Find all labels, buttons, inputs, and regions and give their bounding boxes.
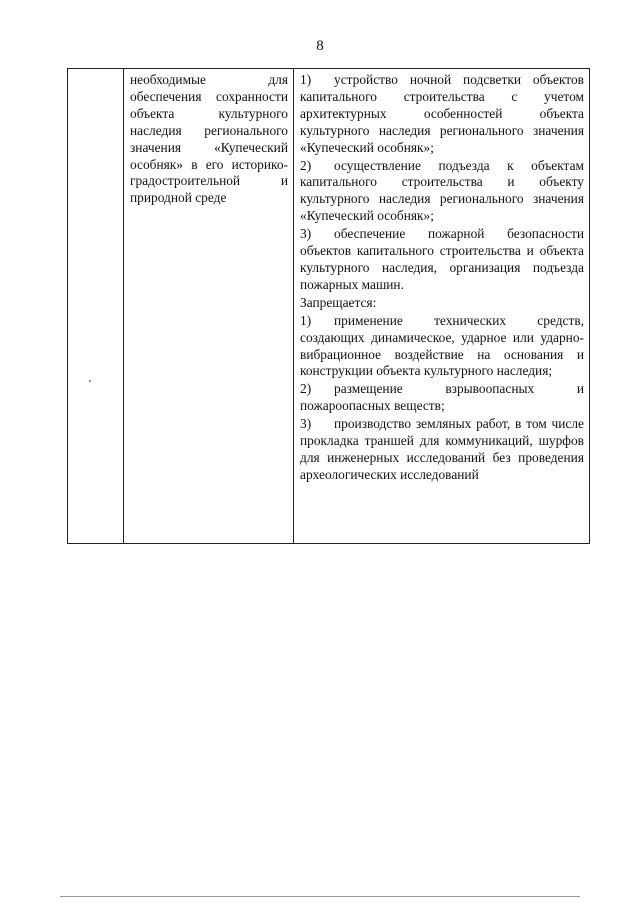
prohibition-item: [300, 381, 584, 415]
regulation-number: 2): [300, 157, 312, 173]
prohibited-heading: Запрещается:: [300, 294, 377, 310]
prohibition-item: [300, 416, 584, 484]
regulation-item: [300, 158, 584, 226]
prohibition-number: 2): [300, 381, 312, 397]
prohibition-text: применение технических средств, создающих динамическое, ударное или ударно-вибрационное воздействие на основания и конструкции объекта культурного наследия;: [300, 312, 584, 379]
regulation-item: [300, 72, 584, 157]
regulation-text: осуществление подъезда к объектам капитального строительства и объекту культурного наследия регионального значения «Купеческий особняк»;: [300, 157, 584, 224]
table-row: [68, 69, 590, 544]
regulation-number: 1): [300, 72, 312, 87]
prohibition-number: 1): [300, 312, 312, 328]
scan-dot: [89, 380, 91, 382]
regulations-table: [67, 68, 590, 544]
regulation-item: [300, 226, 584, 294]
bottom-edge-line: [60, 896, 580, 897]
purpose-text: необходимые для обеспечения сохранности объекта культурного наследия регионального значения «Купеческий особняк» в его историко-градостроительной и природной среде: [130, 72, 288, 206]
regulation-text: обеспечение пожарной безопасности объектов капитального строительства и объекта культурного наследия, организация подъезда пожарных машин.: [300, 226, 584, 292]
regulation-text: устройство ночной подсветки объектов капитального строительства с учетом архитектурных особенностей объекта культурного наследия регионального значения «Купеческий особняк»;: [300, 72, 584, 155]
table-cell-purpose: [124, 69, 294, 544]
page-number: 8: [316, 38, 324, 54]
regulation-number: 3): [300, 226, 312, 242]
prohibition-item: [300, 313, 584, 381]
prohibition-text: производство земляных работ, в том числе прокладка траншей для коммуникаций, шурфов для инженерных исследований без проведения археологических исследований: [300, 416, 584, 482]
prohibition-text: размещение взрывоопасных и пожароопасных веществ;: [300, 381, 584, 414]
table-cell-regulations: [294, 69, 590, 544]
table-cell-index: [68, 69, 124, 544]
prohibition-number: 3): [300, 416, 312, 432]
